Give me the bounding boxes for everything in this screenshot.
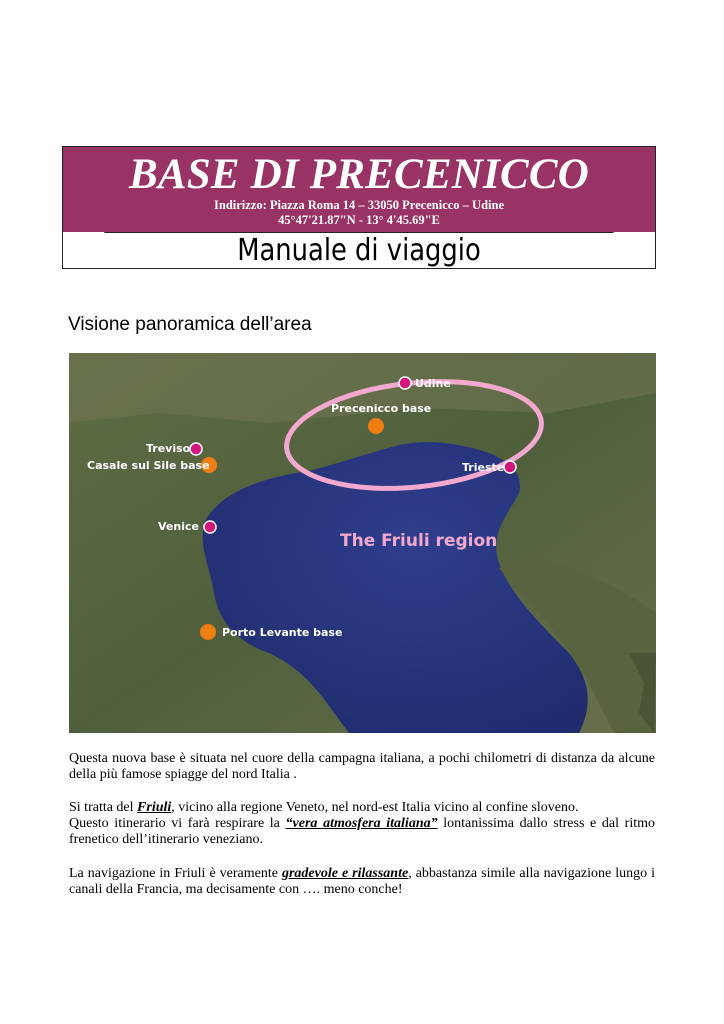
friuli-emphasis: Friuli: [137, 800, 172, 815]
paragraph-3: [69, 816, 655, 848]
section-heading: Visione panoramica dell’area: [68, 314, 312, 335]
porto-levante-base-marker: [200, 624, 216, 640]
precenicco-label: Precenicco base: [331, 402, 432, 415]
paragraph-2-start: Si tratta del: [69, 800, 138, 815]
gradevole-emphasis: gradevole e rilassante: [281, 866, 409, 881]
udine-marker: [399, 377, 411, 389]
trieste-marker: [504, 461, 516, 473]
precenicco-base-marker: [368, 418, 384, 434]
coordinates-line: 45°47'21.87"N - 13° 4'45.69"E: [278, 213, 440, 227]
venice-marker: [204, 521, 216, 533]
porto-levante-label: Porto Levante base: [222, 626, 343, 639]
friuli-region-label: The Friuli region: [340, 531, 498, 551]
udine-label: Udine: [415, 377, 451, 390]
casale-label: Casale sul Sile base: [87, 459, 210, 472]
paragraph-4-start: La navigazione in Friuli è veramente: [69, 866, 282, 881]
manual-subtitle: Manuale di viaggio: [104, 232, 613, 270]
satellite-map: [69, 353, 656, 733]
paragraph-3-start: Questo itinerario vi farà respirare la: [69, 816, 286, 831]
paragraph-2-end: , vicino alla regione Veneto, nel nord-est Italia vicino al confine sloveno.: [171, 800, 579, 815]
paragraph-4: [69, 866, 655, 898]
paragraph-2: [69, 800, 655, 816]
paragraph-1: [69, 751, 655, 783]
map-graphic: [69, 353, 656, 733]
paragraph-3-end: lontanissima dallo stress e dal ritmo frenetico dell’itinerario veneziano.: [69, 816, 655, 847]
treviso-marker: [190, 443, 202, 455]
paragraph-1-text: Questa nuova base è situata nel cuore della campagna italiana, a pochi chilometri di distanza da alcune della più famose spiagge del nord Italia .: [69, 751, 655, 782]
header-band: [63, 147, 655, 232]
treviso-label: Treviso: [146, 442, 191, 455]
page-title: BASE DI PRECENICCO: [128, 151, 590, 198]
venice-label: Venice: [158, 520, 199, 533]
header-box: [62, 146, 656, 269]
trieste-label: Trieste: [462, 461, 505, 474]
address-line: Indirizzo: Piazza Roma 14 – 33050 Precenicco – Udine: [214, 198, 504, 212]
atmosfera-emphasis: “vera atmosfera italiana”: [285, 816, 438, 831]
paragraph-4-end: , abbastanza simile alla navigazione lungo i canali della Francia, ma decisamente con …. meno conche!: [69, 866, 655, 897]
